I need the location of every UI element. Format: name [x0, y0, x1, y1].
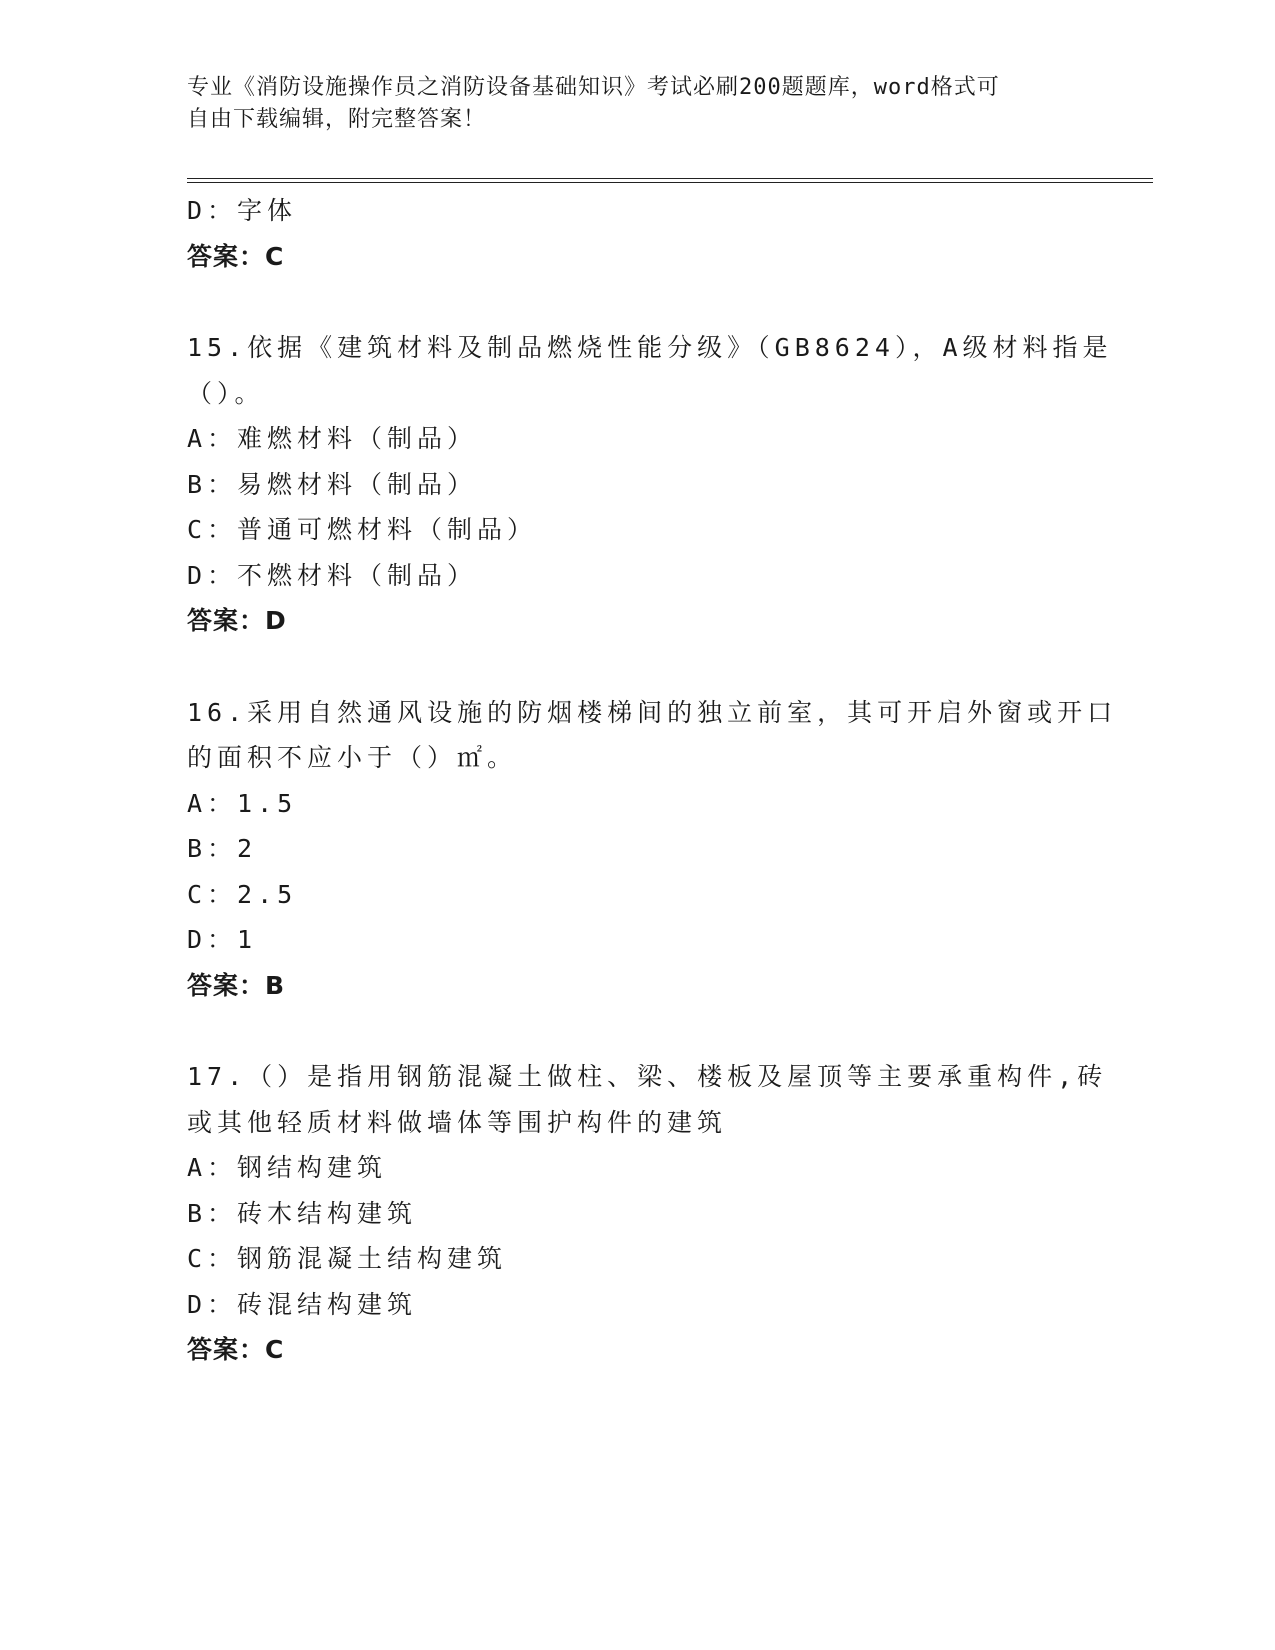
option-d: D：1: [187, 925, 258, 954]
question-text-line-1: 15.依据《建筑材料及制品燃烧性能分级》（GB8624），A级材料指是: [187, 333, 1113, 362]
header-line-1: 专业《消防设施操作员之消防设备基础知识》考试必刷200题题库，word格式可: [187, 75, 1000, 100]
answer-line: 答案：B: [187, 970, 286, 1000]
option-a: A：1.5: [187, 788, 298, 818]
answer-line: 答案：C: [187, 241, 285, 271]
answer-line: 答案：C: [187, 1335, 285, 1364]
option-d: D：砖混结构建筑: [187, 1289, 418, 1319]
question-16: [187, 690, 1118, 1009]
option-b: B：砖木结构建筑: [187, 1198, 418, 1228]
option-c: C：普通可燃材料（制品）: [187, 515, 538, 544]
header-divider-bottom: [187, 182, 1153, 183]
option-c: C：2.5: [187, 879, 298, 909]
question-text-line-1: 17.（）是指用钢筋混凝土做柱、梁、楼板及屋顶等主要承重构件,砖: [187, 1062, 1108, 1091]
answer-line: 答案：D: [187, 606, 287, 635]
question-list: [187, 188, 1118, 1373]
option-a: A：钢结构建筑: [187, 1153, 388, 1182]
document-header: [187, 72, 1067, 136]
option-d: D：不燃材料（制品）: [187, 560, 478, 590]
question-text-line-1: 16.采用自然通风设施的防烟楼梯间的独立前室，其可开启外窗或开口: [187, 697, 1118, 727]
option-a: A：难燃材料（制品）: [187, 424, 478, 453]
question-text-line-2: 或其他轻质材料做墙体等围护构件的建筑: [187, 1107, 728, 1137]
question-text-line-2: （）。: [187, 378, 265, 408]
option-c: C：钢筋混凝土结构建筑: [187, 1244, 508, 1273]
question-17: [187, 1054, 1108, 1373]
option-b: B：2: [187, 834, 258, 863]
previous-question-tail: [187, 188, 1087, 279]
question-text-line-2: 的面积不应小于（）㎡。: [187, 743, 518, 772]
header-line-2: 自由下载编辑，附完整答案！: [187, 107, 487, 132]
header-divider-top: [187, 178, 1153, 179]
question-15: [187, 325, 1113, 644]
option-d: D：字体: [187, 196, 298, 225]
option-b: B：易燃材料（制品）: [187, 469, 478, 499]
